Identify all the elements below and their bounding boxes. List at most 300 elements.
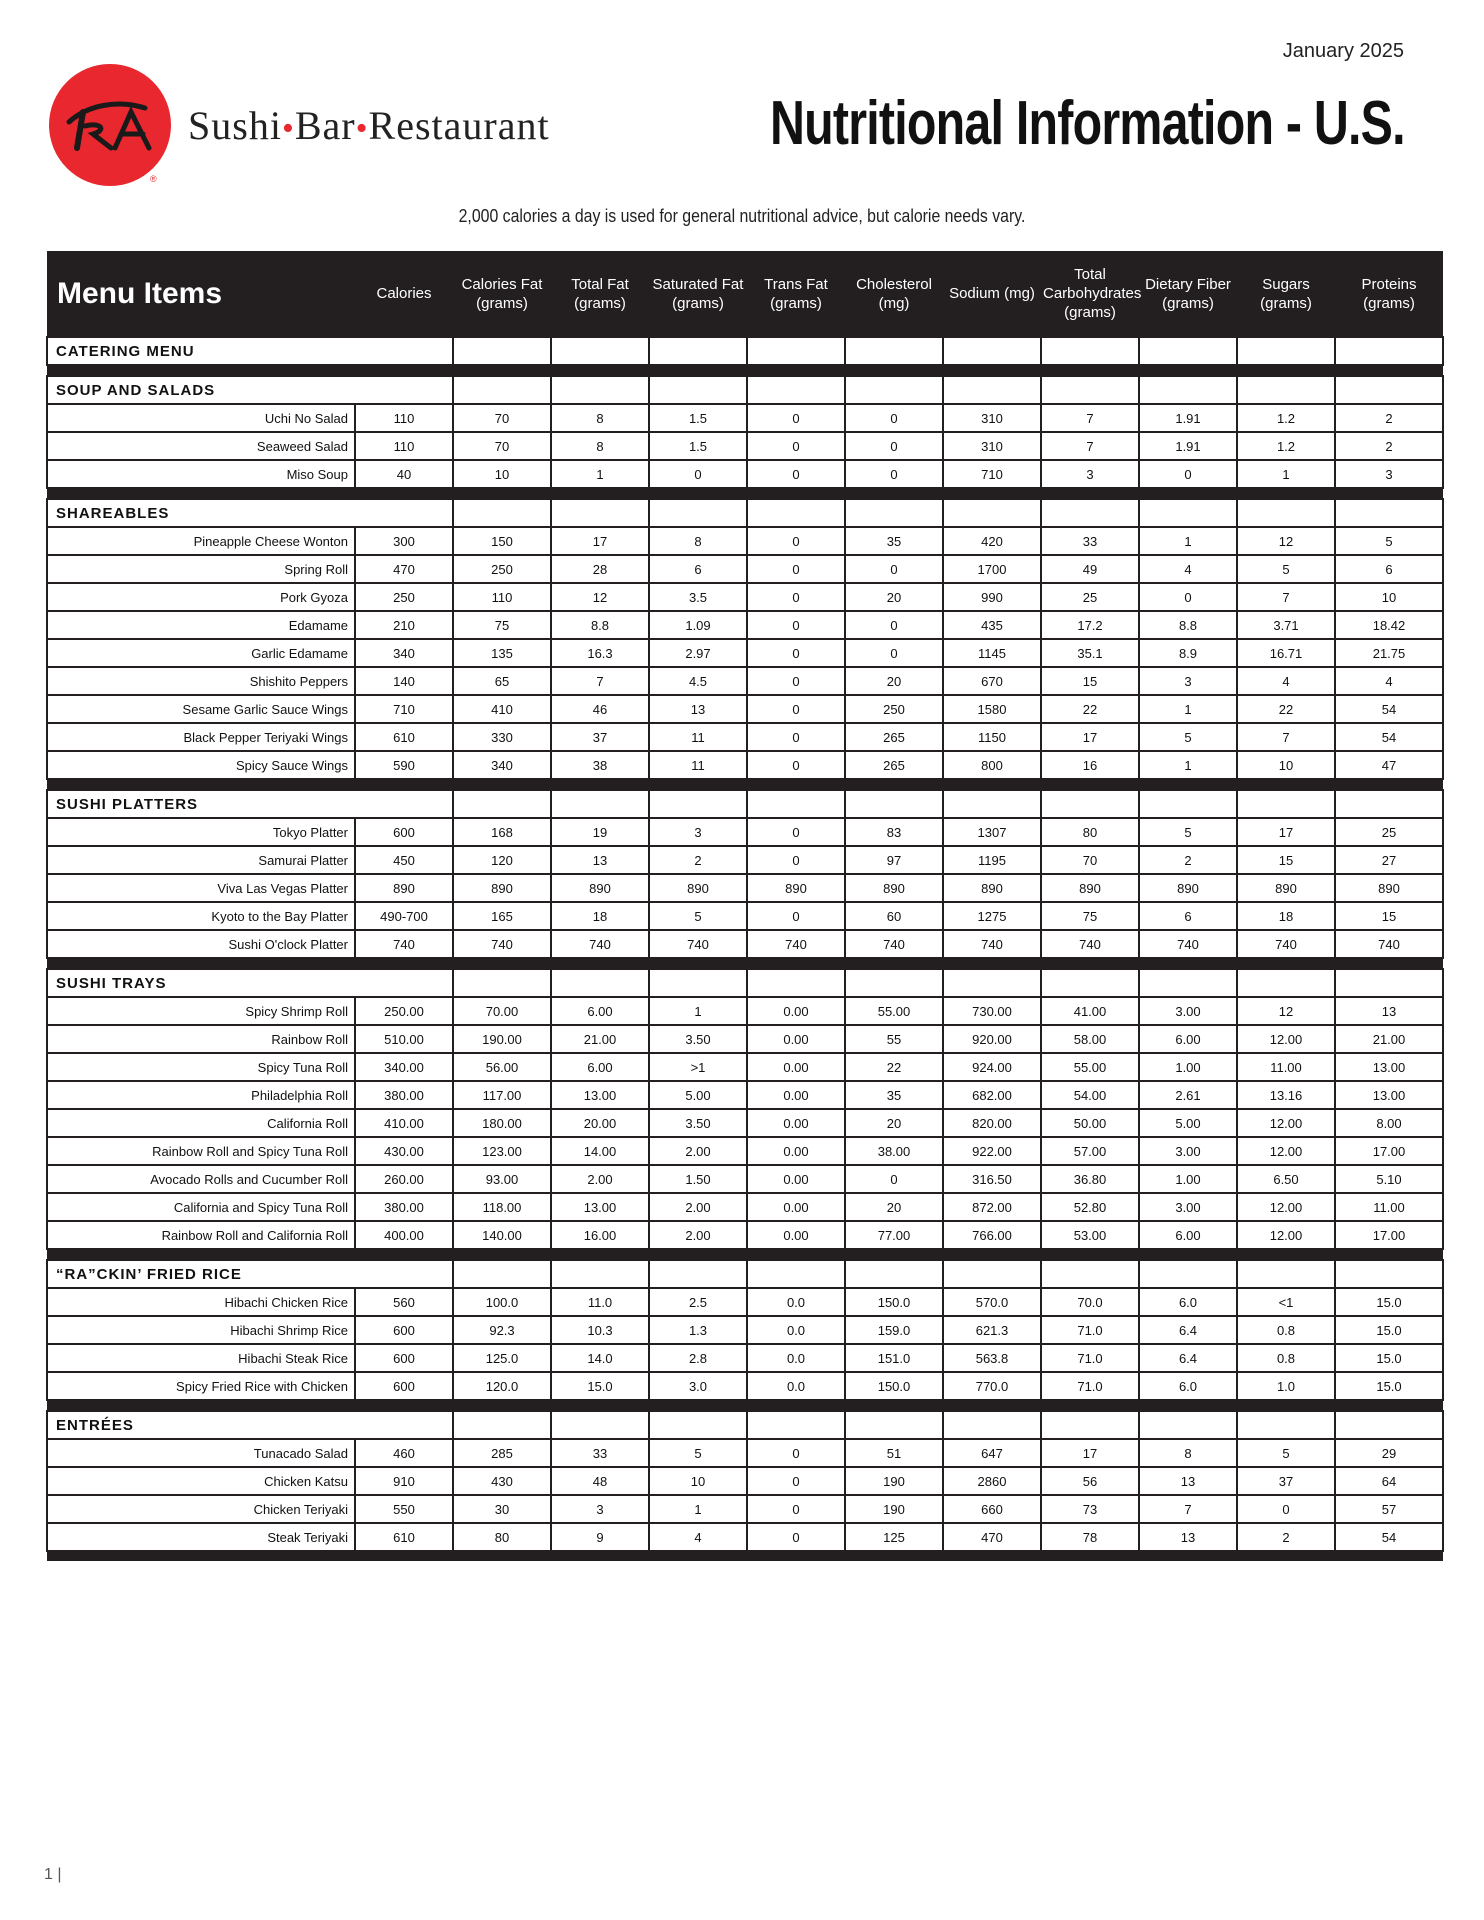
empty-cell (1041, 376, 1139, 404)
menu-item-name: Tokyo Platter (47, 818, 355, 846)
empty-cell (1237, 376, 1335, 404)
nutrition-value: 3 (1139, 667, 1237, 695)
empty-cell (943, 1260, 1041, 1288)
nutrition-value: 18 (1237, 902, 1335, 930)
nutrition-value: 0.00 (747, 1081, 845, 1109)
nutrition-value: <1 (1237, 1288, 1335, 1316)
nutrition-value: 5.00 (1139, 1109, 1237, 1137)
nutrition-value: 0.00 (747, 1221, 845, 1249)
empty-cell (747, 499, 845, 527)
nutrition-value: 563.8 (943, 1344, 1041, 1372)
menu-item-name: Sushi O'clock Platter (47, 930, 355, 958)
empty-cell (1335, 790, 1443, 818)
nutrition-table (46, 251, 1444, 1561)
empty-cell (943, 337, 1041, 365)
nutrition-value: 1700 (943, 555, 1041, 583)
empty-cell (649, 499, 747, 527)
nutrition-value: 0 (747, 902, 845, 930)
empty-cell (1335, 337, 1443, 365)
nutrition-value: 550 (355, 1495, 453, 1523)
empty-cell (747, 1411, 845, 1439)
page-title: Nutritional Information - U.S. (770, 89, 1405, 158)
section-header-row (47, 1260, 1443, 1288)
nutrition-value: 22 (1041, 695, 1139, 723)
nutrition-value: 15.0 (1335, 1288, 1443, 1316)
nutrition-value: 740 (649, 930, 747, 958)
column-header: Total Carbohydrates (grams) (1041, 251, 1139, 337)
brand-part-restaurant: Restaurant (368, 103, 550, 148)
table-row (47, 1109, 1443, 1137)
table-row (47, 1316, 1443, 1344)
menu-item-name: Samurai Platter (47, 846, 355, 874)
nutrition-value: 21.00 (551, 1025, 649, 1053)
menu-item-name: Spicy Sauce Wings (47, 751, 355, 779)
nutrition-value: 910 (355, 1467, 453, 1495)
empty-cell (1041, 790, 1139, 818)
nutrition-value: 740 (1041, 930, 1139, 958)
section-header-row (47, 337, 1443, 365)
menu-item-name: Pork Gyoza (47, 583, 355, 611)
nutrition-value: 70 (1041, 846, 1139, 874)
nutrition-value: 0.00 (747, 1137, 845, 1165)
nutrition-value: 990 (943, 583, 1041, 611)
nutrition-value: 300 (355, 527, 453, 555)
nutrition-value: 11.00 (1237, 1053, 1335, 1081)
nutrition-value: 890 (551, 874, 649, 902)
nutrition-value: 13.00 (1335, 1053, 1443, 1081)
nutrition-value: 0 (747, 1467, 845, 1495)
nutrition-value: 15 (1335, 902, 1443, 930)
nutrition-value: 250.00 (355, 997, 453, 1025)
menu-item-name: Rainbow Roll and California Roll (47, 1221, 355, 1249)
nutrition-value: 710 (355, 695, 453, 723)
nutrition-value: 3 (1041, 460, 1139, 488)
nutrition-value: 740 (551, 930, 649, 958)
nutrition-value: 120 (453, 846, 551, 874)
empty-cell (649, 1411, 747, 1439)
empty-cell (551, 1260, 649, 1288)
section-divider (47, 1249, 1443, 1260)
nutrition-value: 7 (1237, 583, 1335, 611)
menu-item-name: Tunacado Salad (47, 1439, 355, 1467)
nutrition-value: 58.00 (1041, 1025, 1139, 1053)
section-header-row (47, 969, 1443, 997)
nutrition-value: 16.00 (551, 1221, 649, 1249)
nutrition-value: 53.00 (1041, 1221, 1139, 1249)
nutrition-value: 118.00 (453, 1193, 551, 1221)
nutrition-value: 36.80 (1041, 1165, 1139, 1193)
nutrition-value: 5.00 (649, 1081, 747, 1109)
nutrition-value: 150 (453, 527, 551, 555)
empty-cell (649, 376, 747, 404)
nutrition-value: 37 (1237, 1467, 1335, 1495)
table-row (47, 1025, 1443, 1053)
nutrition-value: 80 (453, 1523, 551, 1551)
nutrition-value: 6.4 (1139, 1344, 1237, 1372)
nutrition-value: 310 (943, 404, 1041, 432)
nutrition-value: 470 (355, 555, 453, 583)
nutrition-value: 5 (649, 902, 747, 930)
nutrition-value: 51 (845, 1439, 943, 1467)
empty-cell (1237, 1411, 1335, 1439)
nutrition-value: 7 (1041, 432, 1139, 460)
menu-item-name: Hibachi Steak Rice (47, 1344, 355, 1372)
nutrition-value: 140 (355, 667, 453, 695)
nutrition-value: 12 (1237, 997, 1335, 1025)
nutrition-value: 15.0 (551, 1372, 649, 1400)
nutrition-value: 0 (845, 1165, 943, 1193)
nutrition-value: 92.3 (453, 1316, 551, 1344)
table-row (47, 1137, 1443, 1165)
nutrition-value: 340 (453, 751, 551, 779)
nutrition-value: 4 (649, 1523, 747, 1551)
nutrition-value: 250 (845, 695, 943, 723)
section-header-row (47, 1411, 1443, 1439)
nutrition-value: 740 (1139, 930, 1237, 958)
empty-cell (551, 376, 649, 404)
nutrition-value: 3.71 (1237, 611, 1335, 639)
section-title: SUSHI PLATTERS (47, 790, 453, 818)
nutrition-value: 766.00 (943, 1221, 1041, 1249)
calorie-note: 2,000 calories a day is used for general nutritional advice, but calorie needs vary. (458, 206, 1026, 226)
nutrition-value: 2.00 (551, 1165, 649, 1193)
nutrition-value: 70.0 (1041, 1288, 1139, 1316)
nutrition-value: 410 (453, 695, 551, 723)
nutrition-value: 110 (453, 583, 551, 611)
menu-item-name: Rainbow Roll (47, 1025, 355, 1053)
nutrition-value: 29 (1335, 1439, 1443, 1467)
section-title: ENTRÉES (47, 1411, 453, 1439)
nutrition-value: 890 (943, 874, 1041, 902)
nutrition-value: 151.0 (845, 1344, 943, 1372)
nutrition-value: 17 (1237, 818, 1335, 846)
nutrition-value: 5 (1335, 527, 1443, 555)
nutrition-value: 872.00 (943, 1193, 1041, 1221)
empty-cell (1335, 499, 1443, 527)
nutrition-value: 6.0 (1139, 1372, 1237, 1400)
nutrition-value: 0 (747, 404, 845, 432)
nutrition-value: 265 (845, 751, 943, 779)
nutrition-value: 57 (1335, 1495, 1443, 1523)
page-number: 1 | (44, 1866, 62, 1883)
nutrition-value: 13.16 (1237, 1081, 1335, 1109)
section-header-row (47, 376, 1443, 404)
document-date: January 2025 (1282, 40, 1404, 62)
nutrition-value: 0.00 (747, 1193, 845, 1221)
nutrition-value: 0 (747, 460, 845, 488)
nutrition-value: 19 (551, 818, 649, 846)
nutrition-value: 2.97 (649, 639, 747, 667)
menu-item-name: Spicy Tuna Roll (47, 1053, 355, 1081)
column-header: Dietary Fiber (grams) (1139, 251, 1237, 337)
nutrition-value: 3.00 (1139, 1137, 1237, 1165)
nutrition-value: 4 (1237, 667, 1335, 695)
nutrition-value: 0 (747, 639, 845, 667)
nutrition-value: 5 (1139, 818, 1237, 846)
nutrition-value: 125 (845, 1523, 943, 1551)
nutrition-value: 14.0 (551, 1344, 649, 1372)
nutrition-value: 13 (1139, 1467, 1237, 1495)
nutrition-value: 2.00 (649, 1193, 747, 1221)
nutrition-value: 47 (1335, 751, 1443, 779)
table-row (47, 555, 1443, 583)
nutrition-value: 1 (1139, 751, 1237, 779)
section-divider (47, 779, 1443, 790)
nutrition-value: 0 (845, 555, 943, 583)
section-title: CATERING MENU (47, 337, 453, 365)
section-title: “RA”CKIN’ FRIED RICE (47, 1260, 453, 1288)
menu-item-name: Philadelphia Roll (47, 1081, 355, 1109)
nutrition-value: 13.00 (551, 1193, 649, 1221)
nutrition-value: 17 (1041, 1439, 1139, 1467)
nutrition-value: 54.00 (1041, 1081, 1139, 1109)
table-row (47, 460, 1443, 488)
nutrition-value: 17 (551, 527, 649, 555)
nutrition-value: 11 (649, 751, 747, 779)
nutrition-value: 110 (355, 432, 453, 460)
divider-bar (47, 488, 1443, 499)
nutrition-value: 10 (649, 1467, 747, 1495)
nutrition-value: 470 (943, 1523, 1041, 1551)
section-title: SHAREABLES (47, 499, 453, 527)
nutrition-value: 168 (453, 818, 551, 846)
nutrition-value: 0 (747, 667, 845, 695)
nutrition-value: 110 (355, 404, 453, 432)
nutrition-value: 1195 (943, 846, 1041, 874)
nutrition-value: 159.0 (845, 1316, 943, 1344)
nutrition-value: 120.0 (453, 1372, 551, 1400)
nutrition-value: 190 (845, 1467, 943, 1495)
nutrition-value: 922.00 (943, 1137, 1041, 1165)
empty-cell (1237, 790, 1335, 818)
menu-item-name: Spicy Shrimp Roll (47, 997, 355, 1025)
column-header: Proteins (grams) (1335, 251, 1443, 337)
nutrition-value: 54 (1335, 695, 1443, 723)
nutrition-value: 8.8 (551, 611, 649, 639)
empty-cell (1139, 337, 1237, 365)
menu-item-name: Edamame (47, 611, 355, 639)
nutrition-value: 770.0 (943, 1372, 1041, 1400)
nutrition-value: 740 (1237, 930, 1335, 958)
empty-cell (453, 790, 551, 818)
empty-cell (1041, 337, 1139, 365)
menu-item-name: Seaweed Salad (47, 432, 355, 460)
table-row (47, 1344, 1443, 1372)
nutrition-value: 150.0 (845, 1288, 943, 1316)
nutrition-value: 590 (355, 751, 453, 779)
nutrition-value: 55.00 (1041, 1053, 1139, 1081)
nutrition-value: 20 (845, 667, 943, 695)
nutrition-value: 70.00 (453, 997, 551, 1025)
empty-cell (1237, 1260, 1335, 1288)
nutrition-value: 35.1 (1041, 639, 1139, 667)
nutrition-value: 890 (1041, 874, 1139, 902)
nutrition-value: 600 (355, 1316, 453, 1344)
nutrition-value: 54 (1335, 723, 1443, 751)
nutrition-value: 1580 (943, 695, 1041, 723)
nutrition-value: 16.71 (1237, 639, 1335, 667)
section-title: SOUP AND SALADS (47, 376, 453, 404)
nutrition-value: 6.00 (551, 997, 649, 1025)
nutrition-value: 56 (1041, 1467, 1139, 1495)
table-row (47, 1193, 1443, 1221)
table-row (47, 1288, 1443, 1316)
nutrition-value: 117.00 (453, 1081, 551, 1109)
nutrition-value: 75 (1041, 902, 1139, 930)
nutrition-value: 1307 (943, 818, 1041, 846)
brand-part-sushi: Sushi (188, 103, 282, 148)
empty-cell (1335, 1411, 1443, 1439)
empty-cell (453, 969, 551, 997)
nutrition-value: 0 (649, 460, 747, 488)
nutrition-value: 820.00 (943, 1109, 1041, 1137)
nutrition-value: 73 (1041, 1495, 1139, 1523)
menu-item-name: Hibachi Chicken Rice (47, 1288, 355, 1316)
nutrition-value: 5 (1237, 555, 1335, 583)
nutrition-value: 49 (1041, 555, 1139, 583)
menu-item-name: Pineapple Cheese Wonton (47, 527, 355, 555)
nutrition-value: 285 (453, 1439, 551, 1467)
nutrition-value: 11 (649, 723, 747, 751)
column-header: Calories Fat (grams) (453, 251, 551, 337)
nutrition-value: 57.00 (1041, 1137, 1139, 1165)
nutrition-value: 0.00 (747, 1165, 845, 1193)
nutrition-value: 610 (355, 723, 453, 751)
empty-cell (649, 1260, 747, 1288)
nutrition-value: 1.91 (1139, 404, 1237, 432)
table-row (47, 432, 1443, 460)
nutrition-value: 400.00 (355, 1221, 453, 1249)
nutrition-value: 8 (1139, 1439, 1237, 1467)
column-header: Saturated Fat (grams) (649, 251, 747, 337)
nutrition-value: 0 (845, 460, 943, 488)
table-row (47, 1372, 1443, 1400)
nutrition-value: 560 (355, 1288, 453, 1316)
nutrition-value: 12.00 (1237, 1137, 1335, 1165)
nutrition-value: 890 (747, 874, 845, 902)
nutrition-value: 5.10 (1335, 1165, 1443, 1193)
menu-item-name: Chicken Teriyaki (47, 1495, 355, 1523)
nutrition-value: 2.8 (649, 1344, 747, 1372)
table-row (47, 1523, 1443, 1551)
nutrition-value: 3 (1335, 460, 1443, 488)
nutrition-value: 430.00 (355, 1137, 453, 1165)
nutrition-value: 50.00 (1041, 1109, 1139, 1137)
empty-cell (1041, 969, 1139, 997)
menu-item-name: Uchi No Salad (47, 404, 355, 432)
nutrition-value: 3 (649, 818, 747, 846)
nutrition-value: 21.00 (1335, 1025, 1443, 1053)
menu-item-name: California and Spicy Tuna Roll (47, 1193, 355, 1221)
nutrition-value: 1.50 (649, 1165, 747, 1193)
table-row (47, 723, 1443, 751)
nutrition-value: 0.00 (747, 1053, 845, 1081)
empty-cell (747, 337, 845, 365)
nutrition-value: 13 (1139, 1523, 1237, 1551)
nutrition-value: 0.00 (747, 1109, 845, 1137)
section-title: SUSHI TRAYS (47, 969, 453, 997)
table-header-row (47, 251, 1443, 337)
nutrition-value: 8.00 (1335, 1109, 1443, 1137)
nutrition-value: 2 (1335, 432, 1443, 460)
nutrition-value: 890 (1335, 874, 1443, 902)
menu-item-name: Viva Las Vegas Platter (47, 874, 355, 902)
nutrition-value: 890 (355, 874, 453, 902)
nutrition-value: 0 (747, 723, 845, 751)
table-row (47, 583, 1443, 611)
nutrition-value: 890 (1237, 874, 1335, 902)
empty-cell (649, 790, 747, 818)
nutrition-value: 20 (845, 1109, 943, 1137)
nutrition-value: 78 (1041, 1523, 1139, 1551)
empty-cell (1335, 376, 1443, 404)
nutrition-value: 190 (845, 1495, 943, 1523)
nutrition-value: 52.80 (1041, 1193, 1139, 1221)
empty-cell (551, 1411, 649, 1439)
nutrition-value: 710 (943, 460, 1041, 488)
nutrition-value: 20 (845, 1193, 943, 1221)
nutrition-value: 12 (551, 583, 649, 611)
section-header-row (47, 790, 1443, 818)
nutrition-value: 610 (355, 1523, 453, 1551)
nutrition-value: 740 (943, 930, 1041, 958)
column-header: Trans Fat (grams) (747, 251, 845, 337)
nutrition-value: 210 (355, 611, 453, 639)
table-row (47, 667, 1443, 695)
nutrition-value: 17.00 (1335, 1221, 1443, 1249)
nutrition-value: 20 (845, 583, 943, 611)
nutrition-value: 12 (1237, 527, 1335, 555)
nutrition-value: 890 (649, 874, 747, 902)
nutrition-value: 0 (747, 1495, 845, 1523)
nutrition-value: 11.00 (1335, 1193, 1443, 1221)
nutrition-value: 0 (845, 639, 943, 667)
nutrition-value: 6.00 (1139, 1025, 1237, 1053)
nutrition-value: 430 (453, 1467, 551, 1495)
empty-cell (845, 499, 943, 527)
empty-cell (1237, 499, 1335, 527)
nutrition-value: 340 (355, 639, 453, 667)
empty-cell (551, 969, 649, 997)
nutrition-value: 10 (453, 460, 551, 488)
nutrition-value: 410.00 (355, 1109, 453, 1137)
nutrition-value: 5 (1139, 723, 1237, 751)
divider-bar (47, 1551, 1443, 1561)
nutrition-value: 17.00 (1335, 1137, 1443, 1165)
nutrition-value: 2.00 (649, 1221, 747, 1249)
nutrition-value: 6.00 (551, 1053, 649, 1081)
nutrition-value: 8 (551, 432, 649, 460)
nutrition-value: 600 (355, 818, 453, 846)
table-row (47, 1053, 1443, 1081)
nutrition-value: 0.00 (747, 997, 845, 1025)
nutrition-value: 0 (747, 846, 845, 874)
nutrition-value: 3 (551, 1495, 649, 1523)
table-row (47, 1165, 1443, 1193)
table-row (47, 527, 1443, 555)
nutrition-value: 56.00 (453, 1053, 551, 1081)
nutrition-value: 71.0 (1041, 1316, 1139, 1344)
table-row (47, 751, 1443, 779)
nutrition-value: 924.00 (943, 1053, 1041, 1081)
nutrition-value: 125.0 (453, 1344, 551, 1372)
nutrition-value: 740 (453, 930, 551, 958)
nutrition-value: 1275 (943, 902, 1041, 930)
menu-item-name: Spring Roll (47, 555, 355, 583)
nutrition-value: 100.0 (453, 1288, 551, 1316)
nutrition-value: 6 (1139, 902, 1237, 930)
table-row (47, 846, 1443, 874)
